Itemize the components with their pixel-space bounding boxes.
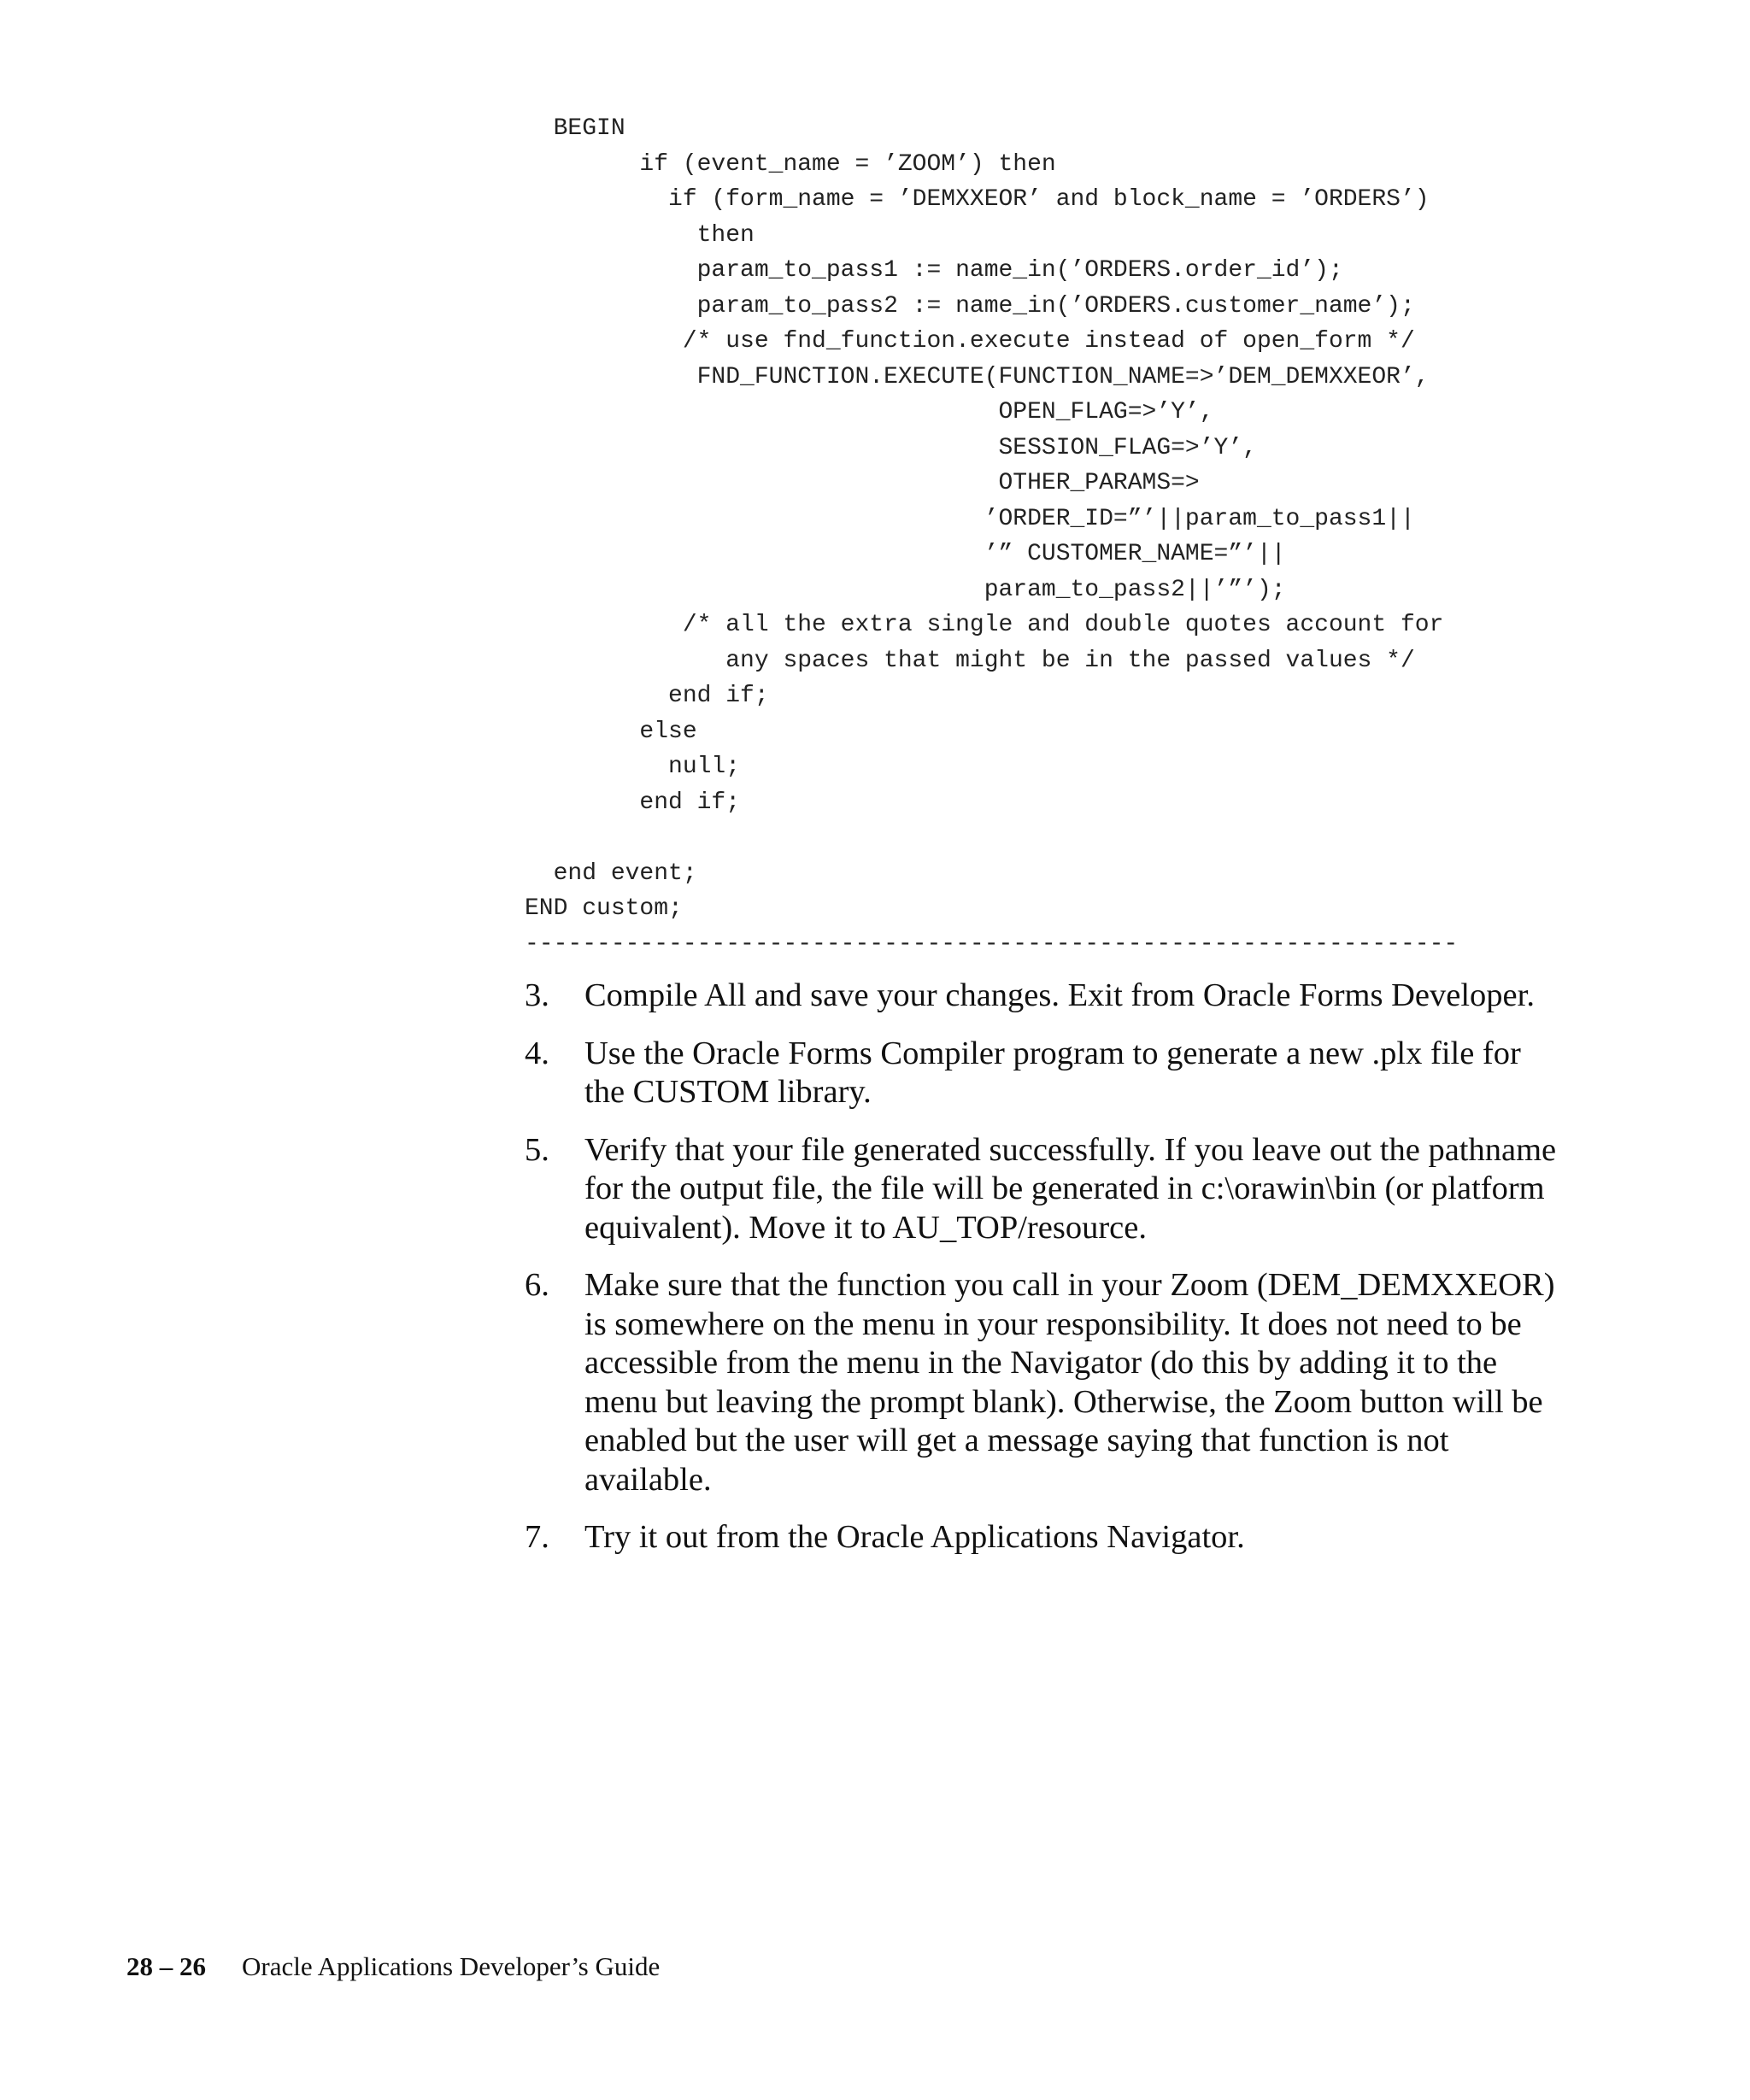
step-number: 7.	[525, 1519, 549, 1555]
step-list	[525, 977, 1567, 1576]
step-number: 6.	[525, 1267, 549, 1303]
code-line: ’ORDER_ID=”’||param_to_pass1||	[525, 505, 1415, 532]
code-line: param_to_pass2||’”’);	[525, 576, 1286, 603]
step-number: 3.	[525, 977, 549, 1013]
step-item	[525, 1131, 1567, 1248]
code-line: if (event_name = ’ZOOM’) then	[525, 150, 1056, 178]
step-text: Use the Oracle Forms Compiler program to generate a new .plx file for the CUSTOM library.	[584, 1035, 1521, 1110]
code-line: OPEN_FLAG=>’Y’,	[525, 399, 1214, 425]
book-title: Oracle Applications Developer’s Guide	[242, 1951, 661, 1981]
step-item	[525, 1518, 1567, 1557]
page-number: 28 – 26	[126, 1951, 206, 1981]
code-line	[525, 820, 1567, 856]
step-item	[525, 1266, 1567, 1499]
step-text: Compile All and save your changes. Exit from Oracle Forms Developer.	[584, 977, 1535, 1013]
step-item	[525, 1035, 1567, 1112]
page-footer	[126, 1950, 660, 1984]
step-number: 5.	[525, 1131, 549, 1168]
step-text: Verify that your file generated successfully. If you leave out the pathname for the output file, the file will be generated in c:\orawin\bin (or platform equivalent). Move it to AU_TOP/resource.	[584, 1131, 1557, 1246]
code-line: SESSION_FLAG=>’Y’,	[525, 434, 1257, 461]
code-separator: -----------------------------------------------------------------	[525, 930, 1459, 958]
step-item	[525, 977, 1567, 1016]
code-line: any spaces that might be in the passed values */	[525, 647, 1415, 674]
step-text: Try it out from the Oracle Applications Navigator.	[584, 1519, 1245, 1555]
code-line: /* use fnd_function.execute instead of open_form */	[525, 328, 1415, 355]
code-line: if (form_name = ’DEMXXEOR’ and block_name = ’ORDERS’)	[525, 186, 1430, 213]
code-line: param_to_pass2 := name_in(’ORDERS.customer_name’);	[525, 292, 1415, 320]
code-line: end if;	[525, 683, 769, 709]
code-line: else	[525, 718, 697, 745]
code-line: BEGIN	[525, 115, 625, 142]
code-line: then	[525, 221, 755, 249]
code-listing	[525, 111, 1567, 962]
code-line: /* all the extra single and double quotes account for	[525, 612, 1444, 638]
code-line: end event;	[525, 859, 697, 887]
code-line: FND_FUNCTION.EXECUTE(FUNCTION_NAME=>’DEM_DEMXXEOR’,	[525, 363, 1430, 390]
step-number: 4.	[525, 1035, 549, 1071]
code-line: OTHER_PARAMS=>	[525, 470, 1200, 496]
code-line: ’” CUSTOMER_NAME=”’||	[525, 541, 1286, 567]
code-line: END custom;	[525, 895, 683, 922]
code-line: param_to_pass1 := name_in(’ORDERS.order_id’);	[525, 257, 1343, 284]
code-line: end if;	[525, 789, 741, 816]
code-line: null;	[525, 754, 741, 780]
step-text: Make sure that the function you call in your Zoom (DEM_DEMXXEOR) is somewhere on the menu in your responsibility. It does not need to be accessible from the menu in the Navigator (do this by adding it to the menu but leaving the prompt blank). Otherwise, the Zoom button will be enabled but the user will get a message saying that function is not available.	[584, 1267, 1555, 1498]
